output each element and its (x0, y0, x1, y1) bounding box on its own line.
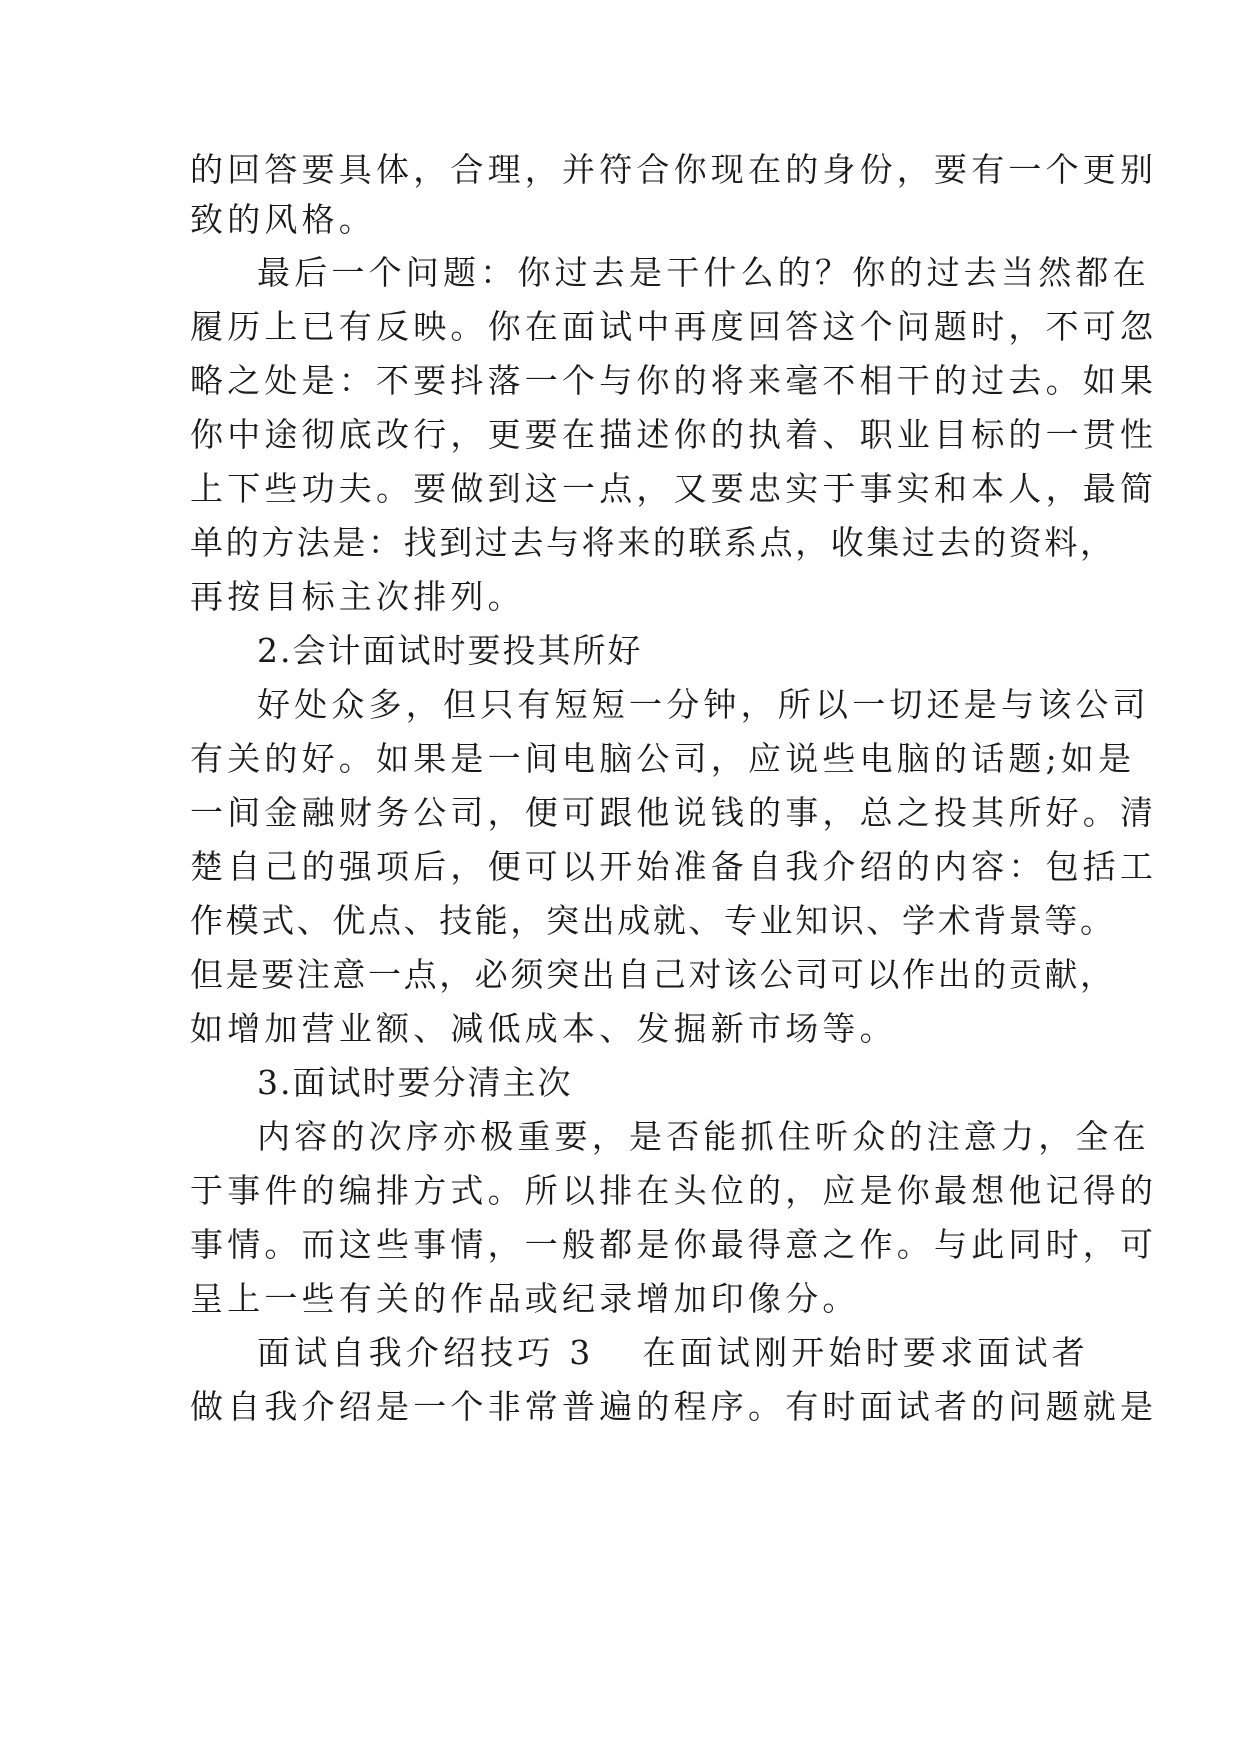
text-line: 再按目标主次排列。 (190, 577, 525, 616)
text-line: 略之处是：不要抖落一个与你的将来毫不相干的过去。如果 (190, 361, 1158, 400)
text-line: 于事件的编排方式。所以排在头位的，应是你最想他记得的 (190, 1171, 1158, 1210)
text-line: 楚自己的强项后，便可以开始准备自我介绍的内容：包括工 (190, 847, 1158, 886)
paragraph-first-line: 好处众多，但只有短短一分钟，所以一切还是与该公司 (257, 685, 1150, 724)
text-line: 呈上一些有关的作品或纪录增加印像分。 (190, 1279, 860, 1318)
text-line: 如增加营业额、减低成本、发掘新市场等。 (190, 1009, 897, 1048)
paragraph-first-line: 最后一个问题：你过去是干什么的？你的过去当然都在 (257, 253, 1150, 292)
text-line: 履历上已有反映。你在面试中再度回答这个问题时，不可忽 (190, 307, 1158, 346)
text-line: 作模式、优点、技能，突出成就、专业知识、学术背景等。 (190, 901, 1116, 940)
text-line: 致的风格。 (190, 200, 376, 239)
text-line: 有关的好。如果是一间电脑公司，应说些电脑的话题;如是 (190, 739, 1136, 778)
text-line: 的回答要具体，合理，并符合你现在的身份，要有一个更别 (190, 150, 1158, 189)
text-line: 一间金融财务公司，便可跟他说钱的事，总之投其所好。清 (190, 793, 1158, 832)
text-line: 做自我介绍是一个非常普遍的程序。有时面试者的问题就是 (190, 1387, 1158, 1426)
paragraph-first-line (257, 1333, 1117, 1373)
section-title: 面试自我介绍技巧 3 (257, 1333, 595, 1372)
section-heading: 3.面试时要分清主次 (257, 1063, 573, 1102)
text-line: 你中途彻底改行，更要在描述你的执着、职业目标的一贯性 (190, 415, 1158, 454)
text-line: 上下些功夫。要做到这一点，又要忠实于事实和本人，最简 (190, 469, 1158, 508)
text-line: 单的方法是：找到过去与将来的联系点，收集过去的资料， (190, 523, 1116, 562)
paragraph-first-line: 内容的次序亦极重要，是否能抓住听众的注意力，全在 (257, 1117, 1150, 1156)
text-line: 但是要注意一点，必须突出自己对该公司可以作出的贡献， (190, 955, 1116, 994)
text-run: 在面试刚开始时要求面试者 (642, 1333, 1089, 1372)
section-heading: 2.会计面试时要投其所好 (257, 631, 643, 670)
text-line: 事情。而这些事情，一般都是你最得意之作。与此同时，可 (190, 1225, 1158, 1264)
